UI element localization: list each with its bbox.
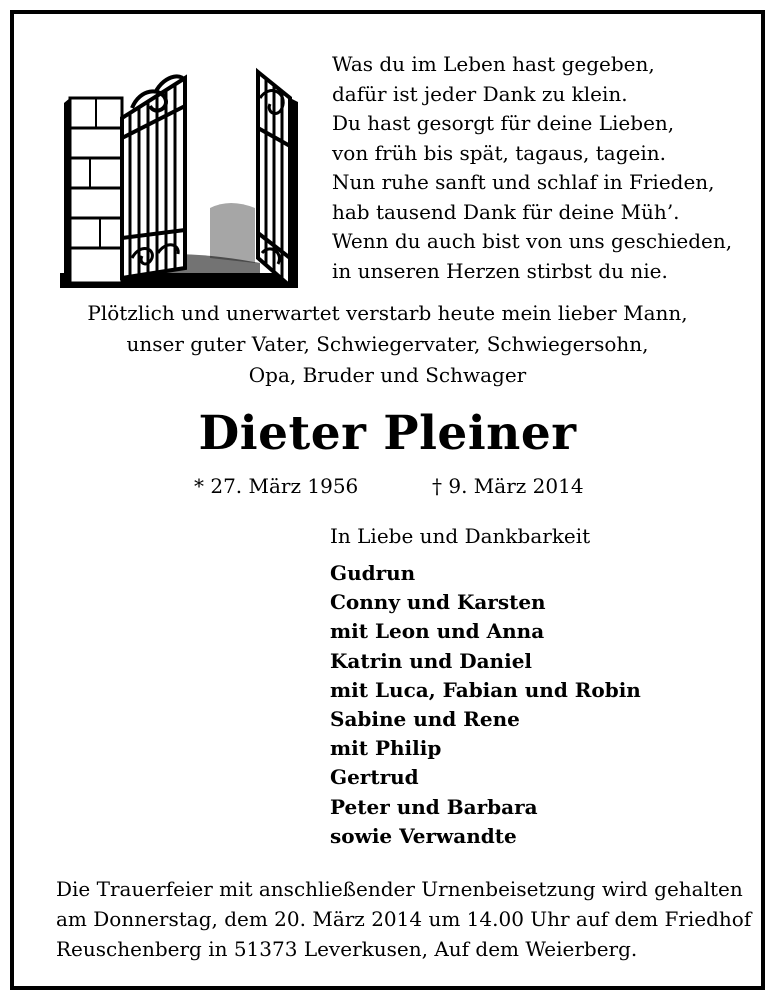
memorial-poem bbox=[332, 50, 752, 286]
announcement-line: unser guter Vater, Schwiegervater, Schwiegersohn, bbox=[126, 332, 649, 356]
funeral-line: Die Trauerfeier mit anschließender Urnenbeisetzung wird gehalten bbox=[56, 877, 743, 901]
funeral-line: am Donnerstag, dem 20. März 2014 um 14.00 Uhr auf dem Friedhof bbox=[56, 907, 752, 931]
funeral-details bbox=[56, 874, 752, 964]
deceased-name: Dieter Pleiner bbox=[198, 406, 577, 461]
poem-line: von früh bis spät, tagaus, tagein. bbox=[332, 140, 667, 165]
mourner-name: sowie Verwandte bbox=[330, 823, 517, 848]
mourner-name: mit Luca, Fabian und Robin bbox=[330, 677, 641, 702]
mourner-name: Peter und Barbara bbox=[330, 794, 538, 819]
mourner-name: mit Leon und Anna bbox=[330, 619, 545, 644]
open-gate-illustration bbox=[60, 58, 298, 288]
mourner-name: mit Philip bbox=[330, 736, 442, 761]
funeral-line: Reuschenberg in 51373 Leverkusen, Auf dem Weierberg. bbox=[56, 937, 638, 961]
death-date: † 9. März 2014 bbox=[432, 474, 584, 498]
poem-line: Nun ruhe sanft und schlaf in Frieden, bbox=[332, 170, 715, 194]
poem-line: dafür ist jeder Dank zu klein. bbox=[332, 81, 628, 106]
mourner-name: Gertrud bbox=[330, 765, 419, 790]
mourner-name: Katrin und Daniel bbox=[330, 648, 533, 673]
obituary-frame bbox=[10, 10, 765, 990]
mourner-name: Sabine und Rene bbox=[330, 707, 520, 732]
mourners-heading: In Liebe und Dankbarkeit bbox=[330, 524, 591, 548]
mourner-name: Gudrun bbox=[330, 561, 416, 585]
announcement-line: Opa, Bruder und Schwager bbox=[248, 363, 527, 387]
mourners-list bbox=[330, 559, 641, 851]
mourner-name: Conny und Karsten bbox=[330, 590, 546, 615]
poem-line: Was du im Leben hast gegeben, bbox=[332, 52, 655, 76]
poem-line: Du hast gesorgt für deine Lieben, bbox=[332, 111, 675, 135]
death-announcement bbox=[14, 298, 761, 391]
birth-date: * 27. März 1956 bbox=[194, 474, 359, 498]
poem-line: Wenn du auch bist von uns geschieden, bbox=[332, 229, 733, 253]
poem-line: in unseren Herzen stirbst du nie. bbox=[332, 258, 668, 283]
announcement-line: Plötzlich und unerwartet verstarb heute mein lieber Mann, bbox=[87, 301, 688, 325]
poem-line: hab tausend Dank für deine Müh’. bbox=[332, 199, 680, 224]
